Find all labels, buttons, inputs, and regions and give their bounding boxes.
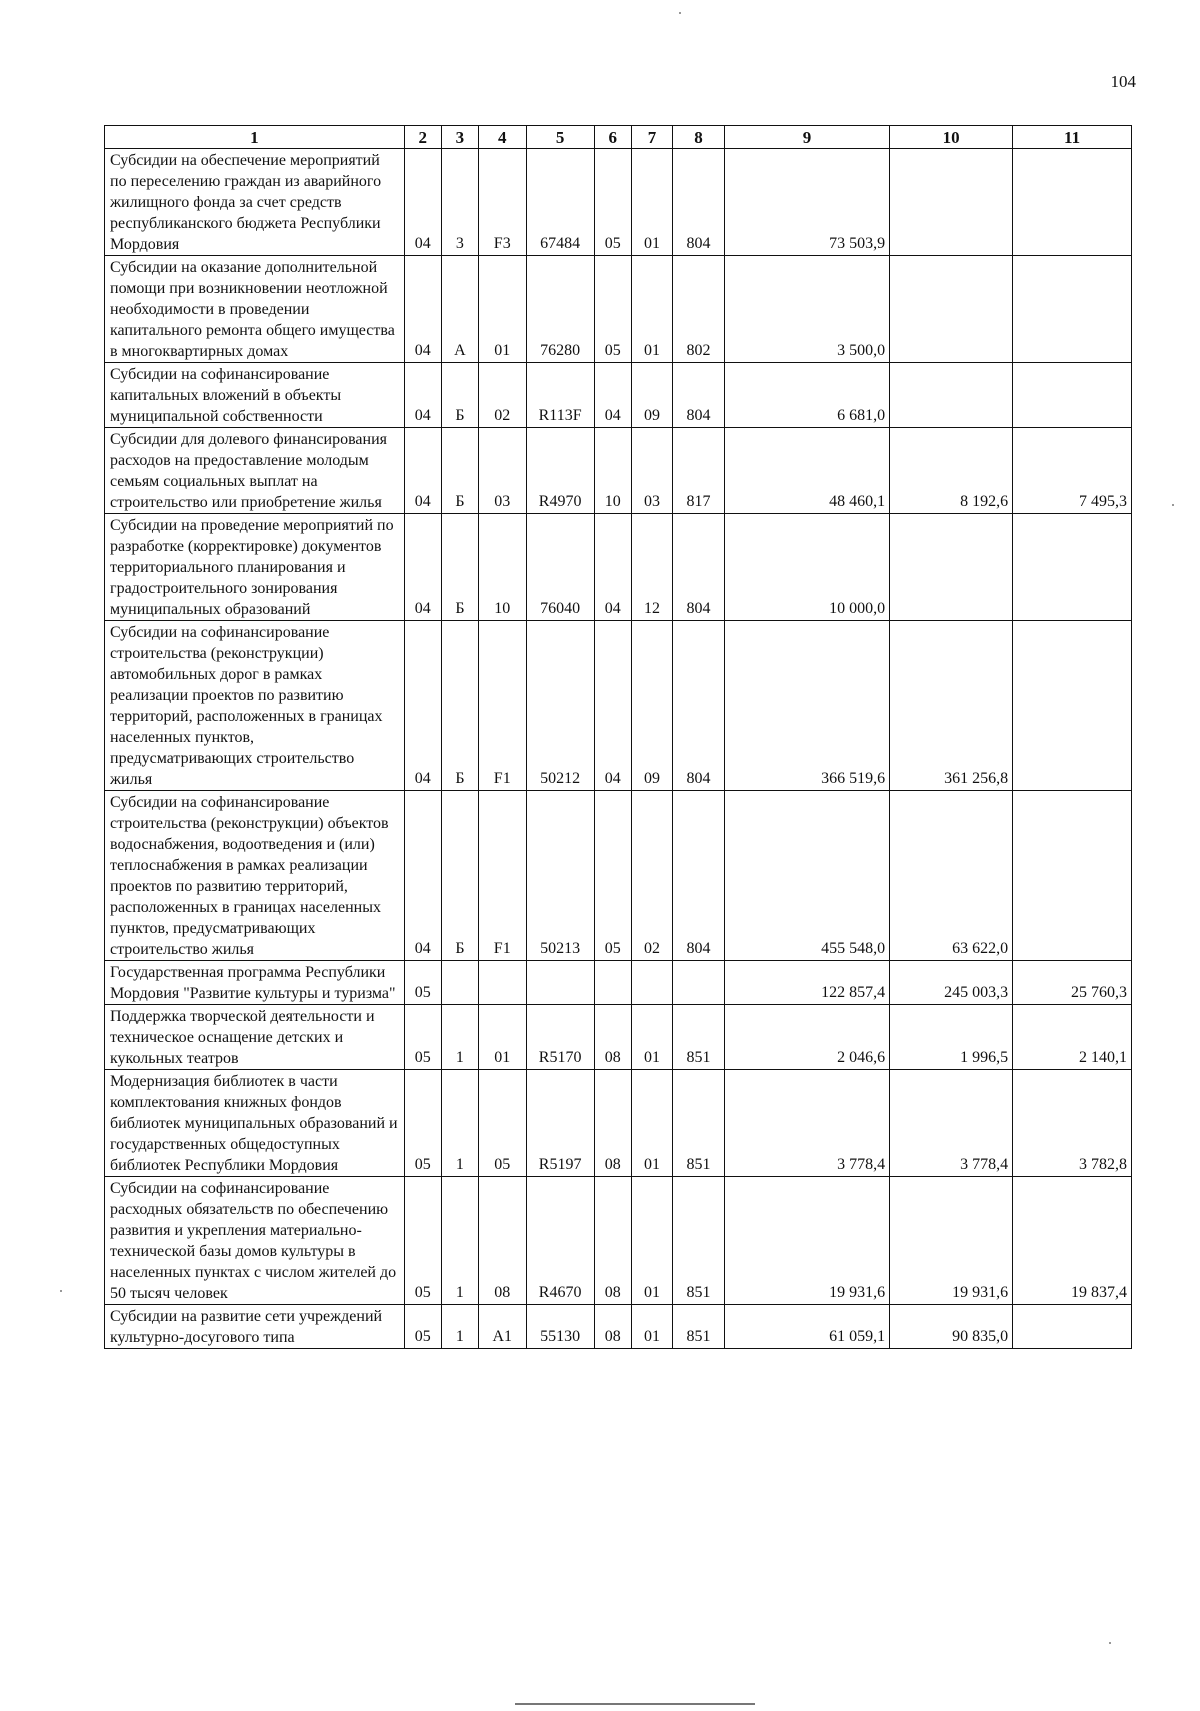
code-cell: 67484 [526, 149, 594, 256]
code-cell: 851 [673, 1177, 725, 1305]
column-header-11: 11 [1013, 126, 1132, 149]
table-row [105, 621, 1132, 791]
amount-cell [890, 363, 1013, 428]
code-cell: Б [441, 428, 478, 514]
code-cell: R4970 [526, 428, 594, 514]
amount-cell: 3 782,8 [1013, 1070, 1132, 1177]
code-cell [479, 961, 527, 1005]
code-cell: 1 [441, 1305, 478, 1349]
code-cell: 3 [441, 149, 478, 256]
code-cell: A1 [479, 1305, 527, 1349]
amount-cell [890, 256, 1013, 363]
code-cell: 05 [594, 149, 631, 256]
code-cell: 804 [673, 791, 725, 961]
amount-cell: 10 000,0 [724, 514, 889, 621]
code-cell: 12 [631, 514, 672, 621]
code-cell: 01 [631, 1305, 672, 1349]
code-cell: 05 [404, 1305, 441, 1349]
amount-cell [1013, 363, 1132, 428]
code-cell: 50213 [526, 791, 594, 961]
code-cell: 01 [631, 149, 672, 256]
code-cell: 802 [673, 256, 725, 363]
code-cell: R113F [526, 363, 594, 428]
code-cell [631, 961, 672, 1005]
code-cell: 08 [594, 1005, 631, 1070]
code-cell: 01 [631, 1005, 672, 1070]
code-cell: Б [441, 791, 478, 961]
column-header-9: 9 [724, 126, 889, 149]
scan-speck [60, 1290, 62, 1292]
amount-cell: 3 500,0 [724, 256, 889, 363]
code-cell: 05 [594, 791, 631, 961]
column-header-3: 3 [441, 126, 478, 149]
table-header-row [105, 126, 1132, 149]
code-cell: 01 [631, 256, 672, 363]
code-cell: 01 [631, 1070, 672, 1177]
code-cell: 09 [631, 621, 672, 791]
row-description: Модернизация библиотек в части комплектования книжных фондов библиотек муниципальных образований и государственных общедоступных библиотек Республики Мордовия [105, 1070, 405, 1177]
row-description: Субсидии на софинансирование капитальных вложений в объекты муниципальной собственности [105, 363, 405, 428]
code-cell: 04 [404, 428, 441, 514]
code-cell: А [441, 256, 478, 363]
code-cell: 04 [404, 514, 441, 621]
row-description: Субсидии на софинансирование строительства (реконструкции) автомобильных дорог в рамках реализации проектов по развитию территорий, расположенных в границах населенных пунктов, предусматривающих строительство жилья [105, 621, 405, 791]
table-row [105, 791, 1132, 961]
amount-cell: 2 140,1 [1013, 1005, 1132, 1070]
scan-edge-line [515, 1703, 755, 1705]
table-row [105, 1177, 1132, 1305]
code-cell: 804 [673, 363, 725, 428]
code-cell: 1 [441, 1177, 478, 1305]
amount-cell: 61 059,1 [724, 1305, 889, 1349]
code-cell: 05 [479, 1070, 527, 1177]
code-cell: 851 [673, 1070, 725, 1177]
row-description: Субсидии на софинансирование строительства (реконструкции) объектов водоснабжения, водоотведения и (или) теплоснабжения в рамках реализации проектов по развитию территорий, расположенных в границах населенных пунктов, предусматривающих строительство жилья [105, 791, 405, 961]
code-cell [594, 961, 631, 1005]
code-cell: 03 [479, 428, 527, 514]
column-header-7: 7 [631, 126, 672, 149]
amount-cell [1013, 149, 1132, 256]
amount-cell [1013, 621, 1132, 791]
code-cell: 1 [441, 1070, 478, 1177]
code-cell: Б [441, 514, 478, 621]
amount-cell [890, 514, 1013, 621]
column-header-6: 6 [594, 126, 631, 149]
code-cell: 05 [594, 256, 631, 363]
code-cell: 09 [631, 363, 672, 428]
code-cell [441, 961, 478, 1005]
amount-cell: 3 778,4 [890, 1070, 1013, 1177]
amount-cell [1013, 1305, 1132, 1349]
table-row [105, 363, 1132, 428]
row-description: Субсидии на обеспечение мероприятий по переселению граждан из аварийного жилищного фонда за счет средств республиканского бюджета Республики Мордовия [105, 149, 405, 256]
code-cell: R4670 [526, 1177, 594, 1305]
code-cell: 50212 [526, 621, 594, 791]
column-header-2: 2 [404, 126, 441, 149]
amount-cell: 245 003,3 [890, 961, 1013, 1005]
row-description: Субсидии на оказание дополнительной помощи при возникновении неотложной необходимости в проведении капитального ремонта общего имущества в многоквартирных домах [105, 256, 405, 363]
amount-cell [890, 149, 1013, 256]
code-cell: 1 [441, 1005, 478, 1070]
code-cell: F1 [479, 621, 527, 791]
code-cell: 05 [404, 1070, 441, 1177]
amount-cell: 90 835,0 [890, 1305, 1013, 1349]
scan-speck [1172, 504, 1174, 506]
code-cell: 08 [594, 1070, 631, 1177]
code-cell [673, 961, 725, 1005]
code-cell: F1 [479, 791, 527, 961]
code-cell: 04 [404, 363, 441, 428]
amount-cell [1013, 256, 1132, 363]
code-cell: 04 [404, 791, 441, 961]
code-cell: 10 [479, 514, 527, 621]
code-cell: 05 [404, 1005, 441, 1070]
code-cell: 55130 [526, 1305, 594, 1349]
row-description: Субсидии на софинансирование расходных обязательств по обеспечению развития и укрепления материально-технической базы домов культуры в населенных пунктах с числом жителей до 50 тысяч человек [105, 1177, 405, 1305]
column-header-4: 4 [479, 126, 527, 149]
page-number: 104 [1110, 72, 1136, 91]
amount-cell: 455 548,0 [724, 791, 889, 961]
code-cell: R5197 [526, 1070, 594, 1177]
code-cell: F3 [479, 149, 527, 256]
amount-cell: 1 996,5 [890, 1005, 1013, 1070]
code-cell: 04 [594, 621, 631, 791]
amount-cell: 366 519,6 [724, 621, 889, 791]
code-cell: 76280 [526, 256, 594, 363]
amount-cell: 361 256,8 [890, 621, 1013, 791]
amount-cell: 63 622,0 [890, 791, 1013, 961]
amount-cell: 3 778,4 [724, 1070, 889, 1177]
column-header-8: 8 [673, 126, 725, 149]
amount-cell: 19 837,4 [1013, 1177, 1132, 1305]
code-cell: 04 [594, 514, 631, 621]
row-description: Поддержка творческой деятельности и техническое оснащение детских и кукольных театров [105, 1005, 405, 1070]
amount-cell: 73 503,9 [724, 149, 889, 256]
code-cell: 05 [404, 1177, 441, 1305]
row-description: Субсидии на развитие сети учреждений культурно-досугового типа [105, 1305, 405, 1349]
code-cell: 04 [594, 363, 631, 428]
code-cell: 08 [594, 1177, 631, 1305]
code-cell: 01 [631, 1177, 672, 1305]
amount-cell: 122 857,4 [724, 961, 889, 1005]
scan-speck [679, 12, 681, 14]
amount-cell: 8 192,6 [890, 428, 1013, 514]
amount-cell [1013, 514, 1132, 621]
table-row [105, 1070, 1132, 1177]
code-cell: Б [441, 363, 478, 428]
code-cell: R5170 [526, 1005, 594, 1070]
code-cell: 804 [673, 621, 725, 791]
code-cell: 04 [404, 256, 441, 363]
code-cell: 08 [594, 1305, 631, 1349]
column-header-5: 5 [526, 126, 594, 149]
code-cell: 08 [479, 1177, 527, 1305]
table-row [105, 1005, 1132, 1070]
column-header-10: 10 [890, 126, 1013, 149]
code-cell: 817 [673, 428, 725, 514]
code-cell: 02 [479, 363, 527, 428]
code-cell: 851 [673, 1305, 725, 1349]
table-row [105, 1305, 1132, 1349]
table-row [105, 256, 1132, 363]
code-cell: 10 [594, 428, 631, 514]
amount-cell: 48 460,1 [724, 428, 889, 514]
table-row [105, 514, 1132, 621]
code-cell: 804 [673, 514, 725, 621]
amount-cell [1013, 791, 1132, 961]
amount-cell: 2 046,6 [724, 1005, 889, 1070]
code-cell: 05 [404, 961, 441, 1005]
scan-speck [1109, 1642, 1111, 1644]
code-cell: Б [441, 621, 478, 791]
code-cell: 03 [631, 428, 672, 514]
amount-cell: 25 760,3 [1013, 961, 1132, 1005]
code-cell: 01 [479, 256, 527, 363]
amount-cell: 19 931,6 [724, 1177, 889, 1305]
table-row [105, 149, 1132, 256]
row-description: Субсидии на проведение мероприятий по разработке (корректировке) документов территориального планирования и градостроительного зонирования муниципальных образований [105, 514, 405, 621]
code-cell: 04 [404, 149, 441, 256]
row-description: Субсидии для долевого финансирования расходов на предоставление молодым семьям социальных выплат на строительство или приобретение жилья [105, 428, 405, 514]
code-cell: 04 [404, 621, 441, 791]
amount-cell: 7 495,3 [1013, 428, 1132, 514]
code-cell [526, 961, 594, 1005]
code-cell: 804 [673, 149, 725, 256]
code-cell: 02 [631, 791, 672, 961]
code-cell: 76040 [526, 514, 594, 621]
table-row [105, 961, 1132, 1005]
amount-cell: 6 681,0 [724, 363, 889, 428]
table-row [105, 428, 1132, 514]
code-cell: 01 [479, 1005, 527, 1070]
amount-cell: 19 931,6 [890, 1177, 1013, 1305]
code-cell: 851 [673, 1005, 725, 1070]
budget-subsidies-table [104, 125, 1132, 1349]
column-header-1: 1 [105, 126, 405, 149]
row-description: Государственная программа Республики Мордовия "Развитие культуры и туризма" [105, 961, 405, 1005]
